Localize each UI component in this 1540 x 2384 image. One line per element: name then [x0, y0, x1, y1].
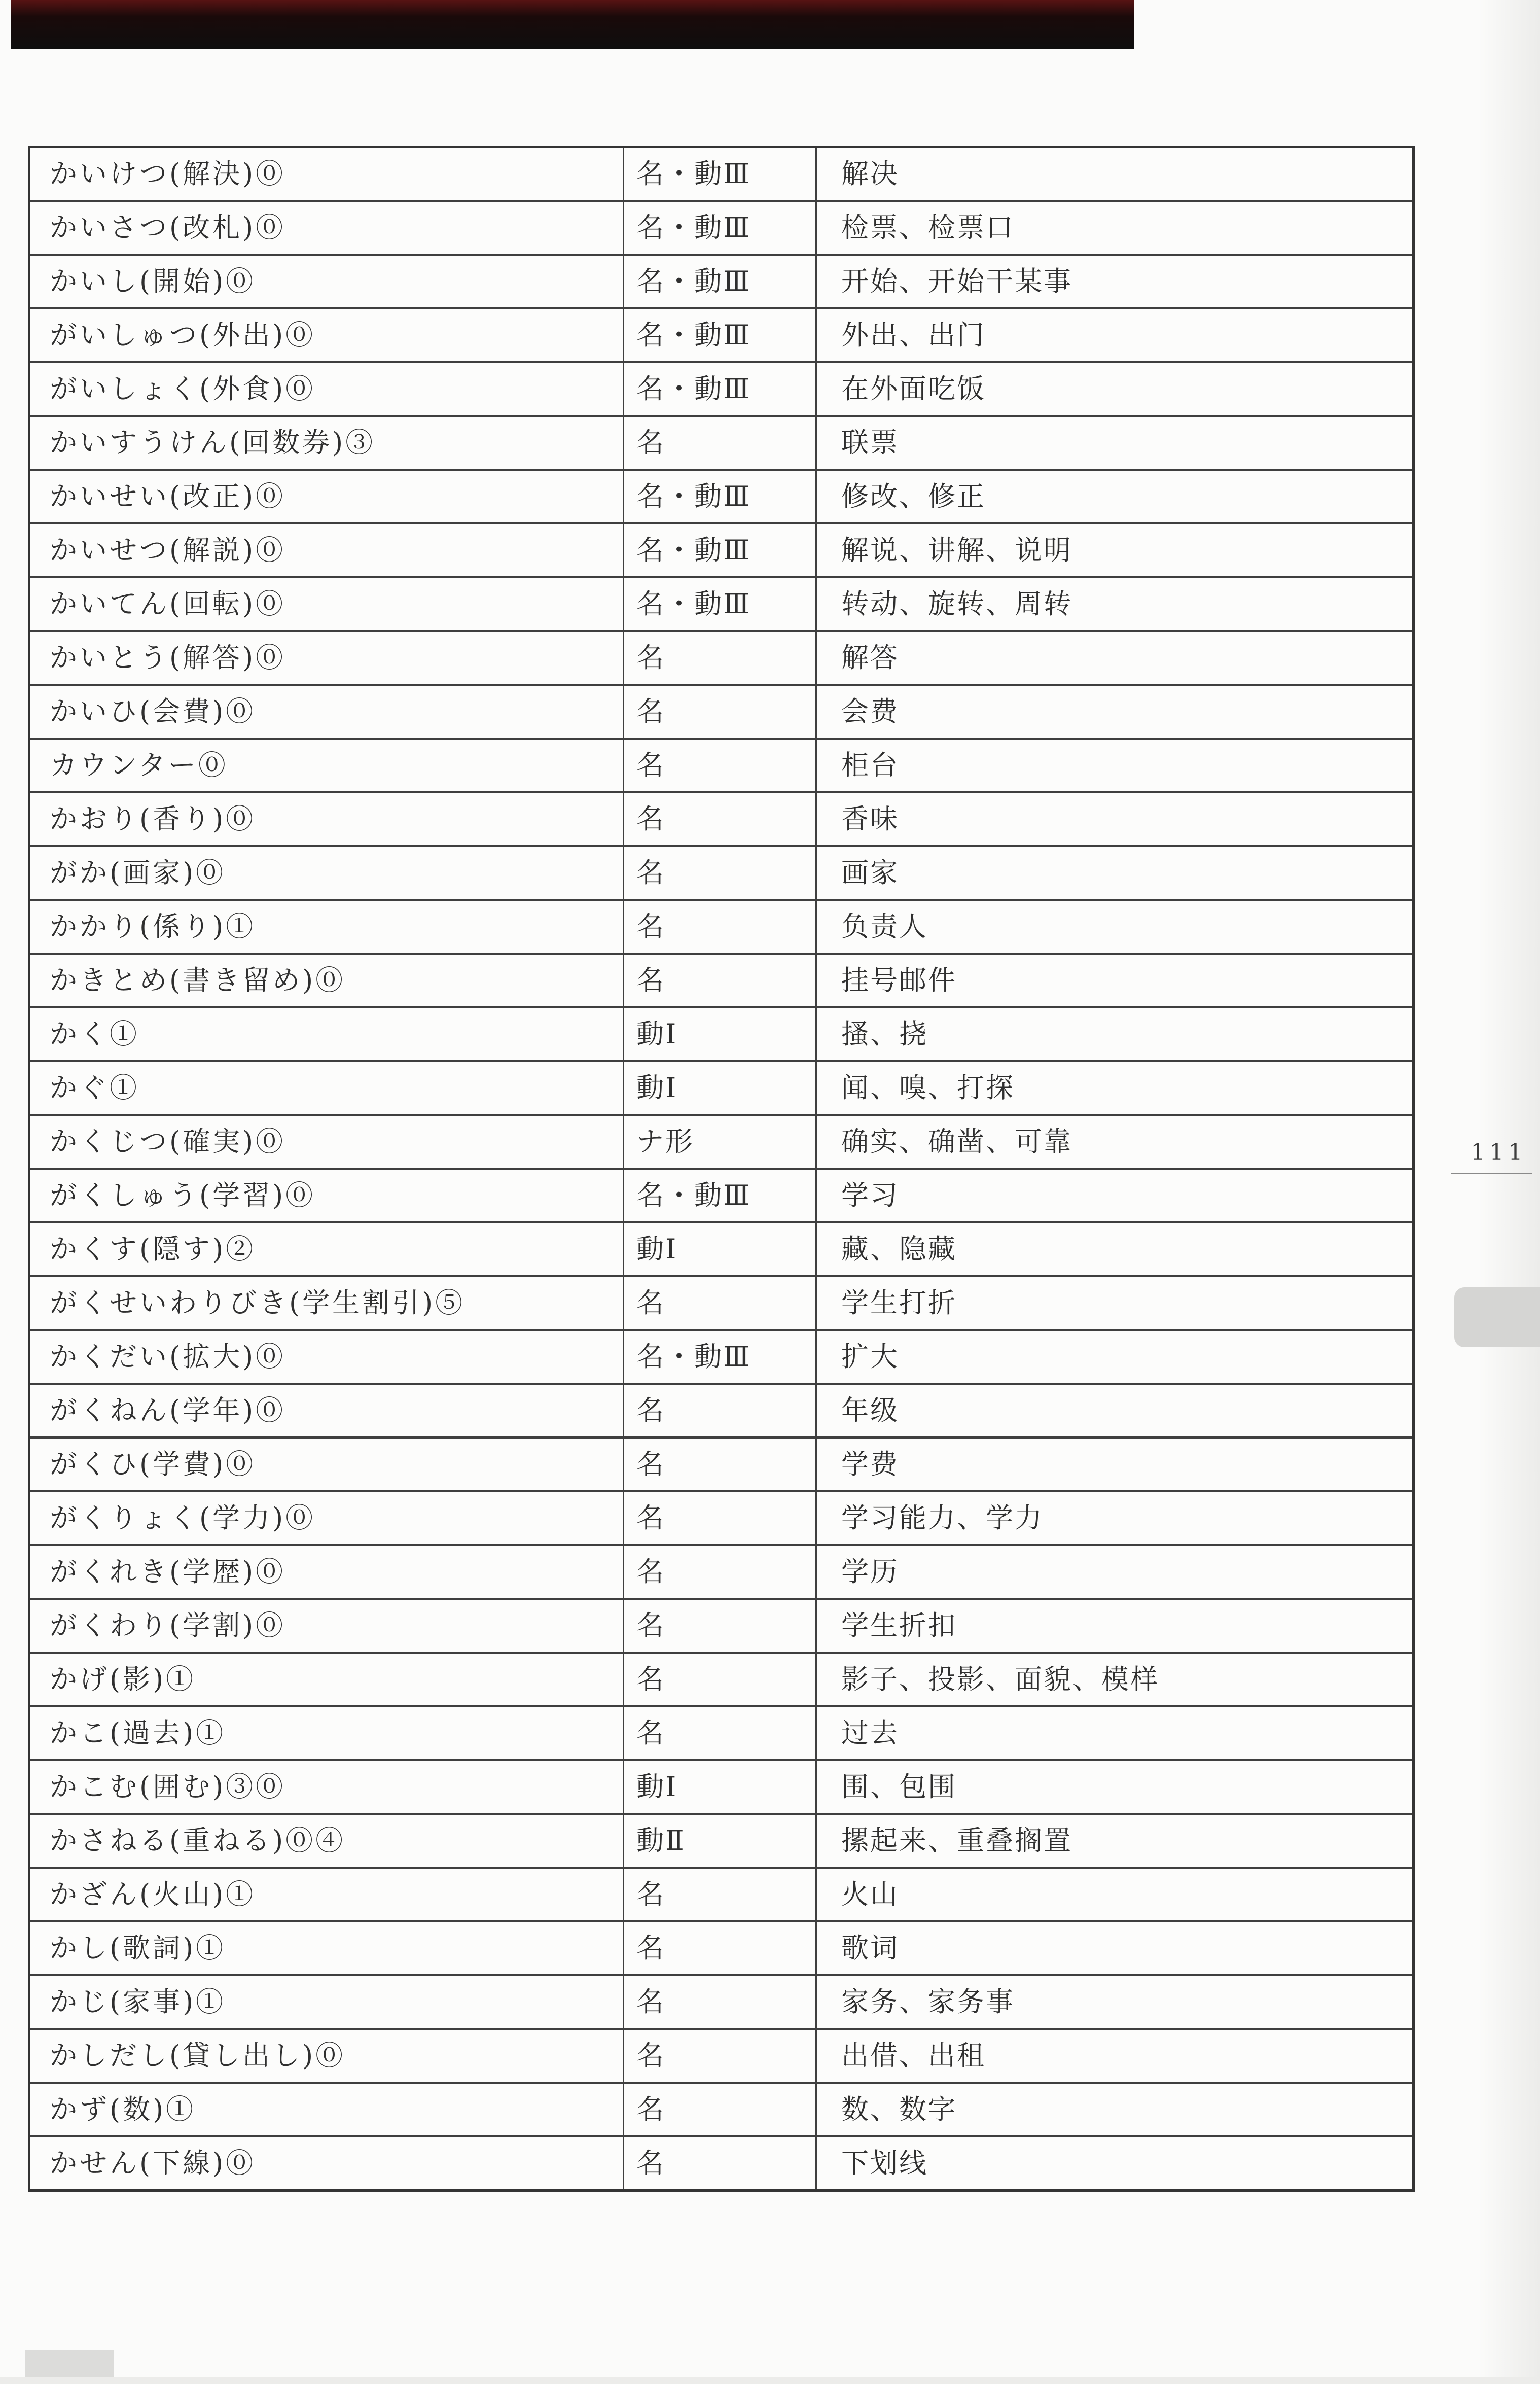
word-cell: かじ(家事)① [50, 1986, 226, 2018]
part-of-speech-cell: 名 [623, 1546, 815, 1598]
table-row [30, 845, 1412, 899]
part-of-speech-cell: 名 [623, 1600, 815, 1652]
meaning-cell: 转动、旋转、周转 [815, 578, 1412, 630]
word-cell: かおり(香り)⓪ [50, 803, 256, 835]
part-of-speech-cell: 動Ⅰ [623, 1223, 815, 1275]
table-row [30, 148, 1412, 200]
part-of-speech-cell: 名・動Ⅲ [623, 1170, 815, 1221]
table-row [30, 1920, 1412, 1974]
table-row [30, 1705, 1412, 1759]
meaning-cell: 挂号邮件 [815, 955, 1412, 1006]
word-cell: がくねん(学年)⓪ [50, 1394, 286, 1426]
meaning-cell: 学习 [815, 1170, 1412, 1221]
table-row [30, 2028, 1412, 2082]
table-row [30, 1114, 1412, 1168]
meaning-cell: 年级 [815, 1385, 1412, 1436]
word-cell: かしだし(貸し出し)⓪ [50, 2040, 346, 2072]
table-row [30, 254, 1412, 307]
word-cell: かいとう(解答)⓪ [50, 642, 286, 674]
word-cell: かこ(過去)① [50, 1717, 226, 1749]
part-of-speech-cell: 動Ⅰ [623, 1062, 815, 1114]
word-cell: かいし(開始)⓪ [50, 265, 256, 297]
part-of-speech-cell: 名・動Ⅲ [623, 363, 815, 415]
meaning-cell: 围、包围 [815, 1761, 1412, 1813]
meaning-cell: 在外面吃饭 [815, 363, 1412, 415]
meaning-cell: 学费 [815, 1439, 1412, 1490]
part-of-speech-cell: 名・動Ⅲ [623, 471, 815, 522]
meaning-cell: 过去 [815, 1707, 1412, 1759]
table-row [30, 1006, 1412, 1060]
part-of-speech-cell: 名 [623, 1439, 815, 1490]
part-of-speech-cell: 名 [623, 686, 815, 738]
meaning-cell: 出借、出租 [815, 2030, 1412, 2082]
word-cell: がくせいわりびき(学生割引)⑤ [50, 1287, 465, 1319]
word-cell: かく① [50, 1018, 139, 1050]
meaning-cell: 影子、投影、面貌、模样 [815, 1654, 1412, 1705]
table-row [30, 2082, 1412, 2135]
part-of-speech-cell: 名 [623, 1492, 815, 1544]
part-of-speech-cell: 動Ⅱ [623, 1815, 815, 1867]
part-of-speech-cell: 名 [623, 417, 815, 469]
word-cell: かせん(下線)⓪ [50, 2147, 256, 2179]
table-row [30, 361, 1412, 415]
word-cell: かいせい(改正)⓪ [50, 480, 286, 512]
table-row [30, 469, 1412, 522]
table-row [30, 307, 1412, 361]
meaning-cell: 火山 [815, 1869, 1412, 1920]
table-row [30, 1598, 1412, 1652]
part-of-speech-cell: ナ形 [623, 1116, 815, 1168]
meaning-cell: 联票 [815, 417, 1412, 469]
meaning-cell: 柜台 [815, 740, 1412, 791]
word-cell: がくひ(学費)⓪ [50, 1448, 256, 1480]
table-row [30, 1168, 1412, 1221]
meaning-cell: 下划线 [815, 2137, 1412, 2189]
part-of-speech-cell: 名 [623, 632, 815, 684]
table-row [30, 1383, 1412, 1436]
part-of-speech-cell: 名・動Ⅲ [623, 202, 815, 254]
word-cell: がか(画家)⓪ [50, 857, 226, 889]
table-row [30, 2135, 1412, 2189]
meaning-cell: 负责人 [815, 901, 1412, 953]
table-row [30, 738, 1412, 791]
part-of-speech-cell: 名 [623, 1976, 815, 2028]
table-row [30, 1759, 1412, 1813]
table-row [30, 1329, 1412, 1383]
word-cell: かいてん(回転)⓪ [50, 588, 286, 620]
table-row [30, 1221, 1412, 1275]
meaning-cell: 会费 [815, 686, 1412, 738]
word-cell: かくだい(拡大)⓪ [50, 1341, 286, 1373]
meaning-cell: 香味 [815, 793, 1412, 845]
meaning-cell: 画家 [815, 847, 1412, 899]
word-cell: カウンター⓪ [50, 749, 228, 781]
part-of-speech-cell: 名 [623, 740, 815, 791]
part-of-speech-cell: 名・動Ⅲ [623, 148, 815, 200]
word-cell: がくれき(学歴)⓪ [50, 1556, 286, 1588]
word-cell: がくりょく(学力)⓪ [50, 1502, 316, 1534]
table-row [30, 630, 1412, 684]
meaning-cell: 歌词 [815, 1922, 1412, 1974]
meaning-cell: 检票、检票口 [815, 202, 1412, 254]
part-of-speech-cell: 名 [623, 901, 815, 953]
word-cell: がいしゅつ(外出)⓪ [50, 319, 316, 351]
part-of-speech-cell: 名 [623, 1277, 815, 1329]
word-cell: がくわり(学割)⓪ [50, 1609, 286, 1641]
meaning-cell: 学历 [815, 1546, 1412, 1598]
part-of-speech-cell: 動Ⅰ [623, 1761, 815, 1813]
part-of-speech-cell: 名 [623, 793, 815, 845]
part-of-speech-cell: 名 [623, 955, 815, 1006]
word-cell: かこむ(囲む)③⓪ [50, 1771, 286, 1803]
meaning-cell: 扩大 [815, 1331, 1412, 1383]
word-cell: かげ(影)① [50, 1663, 196, 1695]
part-of-speech-cell: 動Ⅰ [623, 1008, 815, 1060]
word-cell: がいしょく(外食)⓪ [50, 373, 316, 405]
meaning-cell: 解决 [815, 148, 1412, 200]
word-cell: かず(数)① [50, 2093, 196, 2125]
table-row [30, 899, 1412, 953]
meaning-cell: 藏、隐藏 [815, 1223, 1412, 1275]
word-cell: かざん(火山)① [50, 1878, 256, 1910]
meaning-cell: 家务、家务事 [815, 1976, 1412, 2028]
table-row [30, 791, 1412, 845]
word-cell: がくしゅう(学習)⓪ [50, 1179, 316, 1211]
part-of-speech-cell: 名・動Ⅲ [623, 256, 815, 307]
part-of-speech-cell: 名 [623, 1654, 815, 1705]
table-row [30, 953, 1412, 1006]
table-row [30, 1544, 1412, 1598]
word-cell: かいさつ(改札)⓪ [50, 212, 286, 243]
word-cell: かぐ① [50, 1072, 139, 1104]
page-number: 111 [1471, 1139, 1527, 1165]
part-of-speech-cell: 名 [623, 1707, 815, 1759]
word-cell: かいせつ(解説)⓪ [50, 534, 286, 566]
table-row [30, 1436, 1412, 1490]
table-row [30, 522, 1412, 576]
part-of-speech-cell: 名 [623, 2030, 815, 2082]
scan-top-edge-bar [11, 0, 1134, 49]
meaning-cell: 学生打折 [815, 1277, 1412, 1329]
table-row [30, 684, 1412, 738]
table-row [30, 1490, 1412, 1544]
part-of-speech-cell: 名 [623, 1922, 815, 1974]
part-of-speech-cell: 名 [623, 2137, 815, 2189]
word-cell: かきとめ(書き留め)⓪ [50, 964, 346, 996]
word-cell: かさねる(重ねる)⓪④ [50, 1825, 346, 1856]
table-row [30, 1867, 1412, 1920]
scan-bottom-edge [0, 2377, 1540, 2384]
meaning-cell: 搔、挠 [815, 1008, 1412, 1060]
word-cell: かくじつ(確実)⓪ [50, 1126, 286, 1158]
section-thumb-tab [1454, 1287, 1540, 1347]
table-row [30, 576, 1412, 630]
meaning-cell: 开始、开始干某事 [815, 256, 1412, 307]
meaning-cell: 解答 [815, 632, 1412, 684]
meaning-cell: 解说、讲解、说明 [815, 524, 1412, 576]
vocabulary-table [28, 146, 1415, 2192]
word-cell: かいけつ(解決)⓪ [50, 158, 286, 190]
word-cell: かくす(隠す)② [50, 1233, 256, 1265]
meaning-cell: 外出、出门 [815, 309, 1412, 361]
table-row [30, 1652, 1412, 1705]
meaning-cell: 修改、修正 [815, 471, 1412, 522]
part-of-speech-cell: 名 [623, 1869, 815, 1920]
word-cell: かし(歌詞)① [50, 1932, 226, 1964]
word-cell: かいすうけん(回数券)③ [50, 427, 376, 459]
part-of-speech-cell: 名・動Ⅲ [623, 1331, 815, 1383]
meaning-cell: 学生折扣 [815, 1600, 1412, 1652]
table-row [30, 1813, 1412, 1867]
meaning-cell: 学习能力、学力 [815, 1492, 1412, 1544]
part-of-speech-cell: 名 [623, 847, 815, 899]
meaning-cell: 摞起来、重叠搁置 [815, 1815, 1412, 1867]
meaning-cell: 闻、嗅、打探 [815, 1062, 1412, 1114]
meaning-cell: 数、数字 [815, 2084, 1412, 2135]
table-row [30, 1974, 1412, 2028]
part-of-speech-cell: 名・動Ⅲ [623, 524, 815, 576]
table-row [30, 1275, 1412, 1329]
part-of-speech-cell: 名 [623, 2084, 815, 2135]
part-of-speech-cell: 名・動Ⅲ [623, 578, 815, 630]
table-row [30, 1060, 1412, 1114]
word-cell: かいひ(会費)⓪ [50, 695, 256, 727]
word-cell: かかり(係り)① [50, 910, 256, 942]
table-row [30, 200, 1412, 254]
part-of-speech-cell: 名・動Ⅲ [623, 309, 815, 361]
table-row [30, 415, 1412, 469]
page-number-underline [1451, 1173, 1532, 1174]
meaning-cell: 确实、确凿、可靠 [815, 1116, 1412, 1168]
part-of-speech-cell: 名 [623, 1385, 815, 1436]
